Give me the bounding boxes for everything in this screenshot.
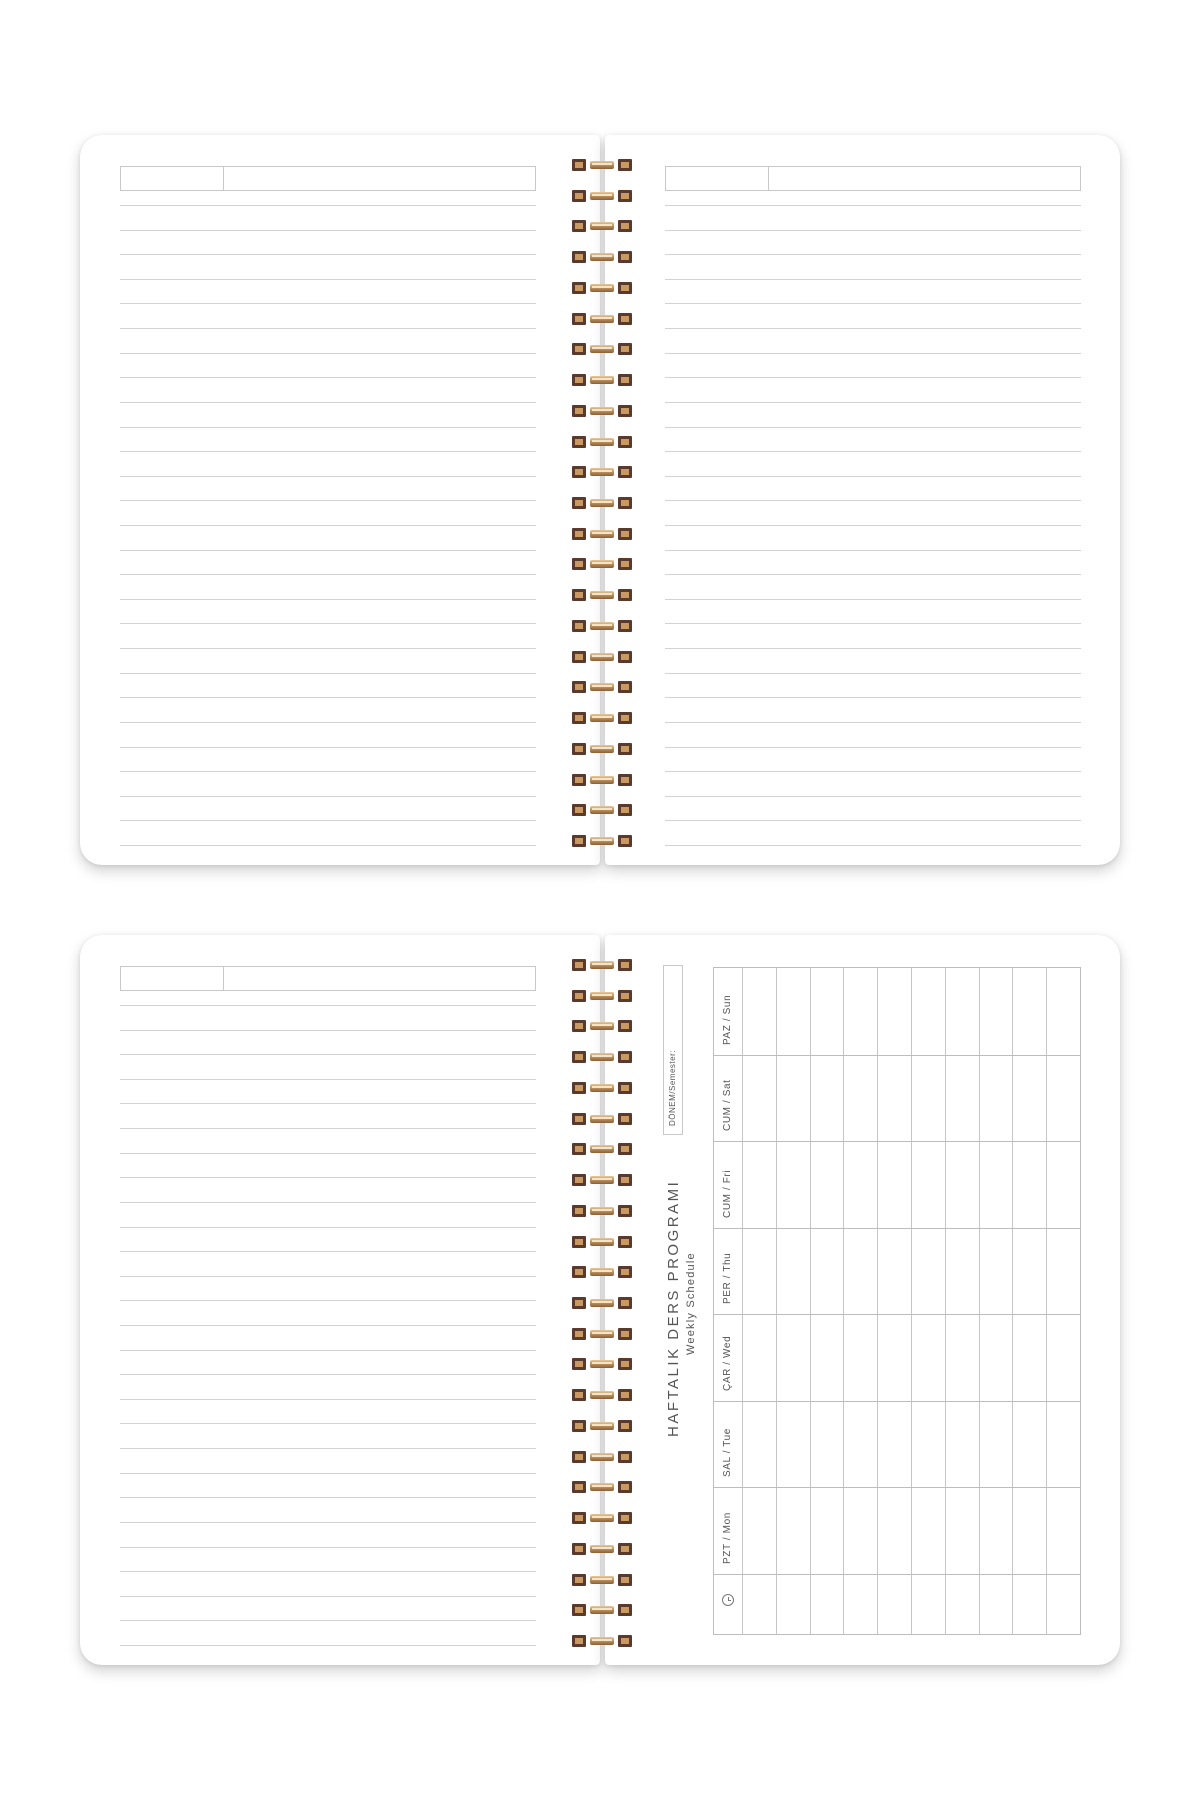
grid-column-line (979, 968, 980, 1634)
spiral-ring (572, 342, 632, 356)
ruled-line (120, 328, 536, 329)
grid-column-line (945, 968, 946, 1634)
ruled-line (120, 1473, 536, 1474)
semester-label: DÖNEM/Semester: (668, 1050, 677, 1126)
spiral-ring (572, 1019, 632, 1033)
ruled-line (120, 500, 536, 501)
ruled-line (665, 648, 1081, 649)
spiral-ring (572, 1542, 632, 1556)
spiral-ring (572, 1235, 632, 1249)
ruled-line (120, 722, 536, 723)
ruled-line (665, 279, 1081, 280)
ruled-line (665, 377, 1081, 378)
ruled-line (120, 1153, 536, 1154)
top-left-page (80, 135, 600, 865)
ruled-line (120, 623, 536, 624)
ruled-line (665, 254, 1081, 255)
spiral-binding (572, 958, 632, 1648)
grid-column-line (1012, 968, 1013, 1634)
ruled-line (665, 820, 1081, 821)
day-label: SAL / Tue (722, 1428, 733, 1477)
semester-field[interactable] (663, 965, 683, 1135)
ruled-line (665, 796, 1081, 797)
ruled-line (665, 697, 1081, 698)
spiral-ring (572, 250, 632, 264)
ruled-line (120, 820, 536, 821)
ruled-line (665, 550, 1081, 551)
day-label: CUM / Fri (722, 1169, 733, 1218)
ruled-line (665, 722, 1081, 723)
grid-column-line (877, 968, 878, 1634)
spiral-ring (572, 1050, 632, 1064)
spiral-ring (572, 1573, 632, 1587)
spiral-ring (572, 158, 632, 172)
ruled-line (665, 747, 1081, 748)
spiral-ring (572, 803, 632, 817)
ruled-line (665, 673, 1081, 674)
ruled-line (120, 1522, 536, 1523)
grid-column-line (776, 968, 777, 1634)
spiral-ring (572, 711, 632, 725)
spiral-ring (572, 1142, 632, 1156)
grid-row-line (714, 1401, 1080, 1402)
ruled-line (120, 1030, 536, 1031)
grid-row-line (714, 1314, 1080, 1315)
spiral-ring (572, 1511, 632, 1525)
ruled-lines (120, 205, 536, 845)
ruled-line (120, 1596, 536, 1597)
ruled-line (120, 525, 536, 526)
page-header-box[interactable] (120, 166, 536, 191)
spiral-ring (572, 312, 632, 326)
ruled-line (120, 1497, 536, 1498)
ruled-line (120, 648, 536, 649)
ruled-line (120, 1079, 536, 1080)
ruled-lines (120, 1005, 536, 1645)
grid-row-line (714, 1574, 1080, 1575)
page-header-box[interactable] (665, 166, 1081, 191)
page-header-box[interactable] (120, 966, 536, 991)
bottom-left-page (80, 935, 600, 1665)
ruled-line (120, 353, 536, 354)
ruled-line (665, 303, 1081, 304)
spiral-ring (572, 1265, 632, 1279)
spiral-ring (572, 219, 632, 233)
spiral-ring (572, 404, 632, 418)
grid-column-line (742, 968, 743, 1634)
schedule-grid (713, 967, 1081, 1635)
spiral-ring (572, 527, 632, 541)
ruled-line (120, 771, 536, 772)
ruled-line (120, 550, 536, 551)
spiral-ring (572, 989, 632, 1003)
ruled-line (665, 476, 1081, 477)
ruled-line (665, 451, 1081, 452)
ruled-line (120, 697, 536, 698)
ruled-line (120, 1571, 536, 1572)
spiral-ring (572, 773, 632, 787)
schedule-title: HAFTALIK DERS PROGRAMI (665, 1179, 682, 1437)
ruled-lines (665, 205, 1081, 845)
ruled-line (120, 230, 536, 231)
ruled-line (120, 1005, 536, 1006)
spiral-ring (572, 958, 632, 972)
ruled-line (120, 1325, 536, 1326)
day-label: CUM / Sat (722, 1079, 733, 1131)
ruled-line (120, 673, 536, 674)
grid-column-line (911, 968, 912, 1634)
schedule-subtitle: Weekly Schedule (685, 1252, 697, 1355)
ruled-line (120, 1547, 536, 1548)
ruled-line (120, 1227, 536, 1228)
spiral-ring (572, 1634, 632, 1648)
spiral-ring (572, 1357, 632, 1371)
spiral-ring (572, 435, 632, 449)
ruled-line (665, 500, 1081, 501)
day-label: PER / Thu (722, 1252, 733, 1304)
spiral-ring (572, 465, 632, 479)
ruled-line (665, 205, 1081, 206)
ruled-line (120, 1054, 536, 1055)
spiral-ring (572, 619, 632, 633)
ruled-line (120, 279, 536, 280)
ruled-line (120, 574, 536, 575)
header-divider (223, 967, 224, 990)
ruled-line (120, 1620, 536, 1621)
ruled-line (120, 476, 536, 477)
ruled-line (120, 451, 536, 452)
ruled-line (665, 599, 1081, 600)
ruled-line (120, 599, 536, 600)
grid-row-line (714, 1487, 1080, 1488)
ruled-line (120, 377, 536, 378)
spiral-ring (572, 557, 632, 571)
ruled-line (120, 1128, 536, 1129)
spiral-ring (572, 680, 632, 694)
header-divider (223, 167, 224, 190)
ruled-line (665, 845, 1081, 846)
clock-icon (722, 1594, 734, 1606)
spiral-ring (572, 1296, 632, 1310)
grid-column-line (810, 968, 811, 1634)
ruled-line (120, 1103, 536, 1104)
spiral-ring (572, 1450, 632, 1464)
ruled-line (665, 328, 1081, 329)
ruled-line (120, 1423, 536, 1424)
day-label: ÇAR / Wed (722, 1335, 733, 1391)
day-label: PAZ / Sun (722, 994, 733, 1045)
grid-row-line (714, 1141, 1080, 1142)
ruled-line (665, 230, 1081, 231)
spiral-ring (572, 1480, 632, 1494)
ruled-line (120, 402, 536, 403)
ruled-line (120, 747, 536, 748)
spiral-ring (572, 742, 632, 756)
spiral-ring (572, 588, 632, 602)
spiral-ring (572, 1388, 632, 1402)
ruled-line (665, 623, 1081, 624)
spiral-ring (572, 1081, 632, 1095)
weekly-schedule-page (605, 935, 1120, 1665)
ruled-line (665, 574, 1081, 575)
ruled-line (665, 771, 1081, 772)
ruled-line (120, 1276, 536, 1277)
ruled-line (120, 1350, 536, 1351)
ruled-line (120, 254, 536, 255)
grid-row-line (714, 1055, 1080, 1056)
grid-column-line (843, 968, 844, 1634)
spiral-ring (572, 496, 632, 510)
spiral-ring (572, 650, 632, 664)
ruled-line (120, 1448, 536, 1449)
spiral-ring (572, 373, 632, 387)
ruled-line (120, 1202, 536, 1203)
spiral-ring (572, 281, 632, 295)
ruled-line (120, 1177, 536, 1178)
spiral-ring (572, 1603, 632, 1617)
spiral-ring (572, 1204, 632, 1218)
ruled-line (120, 205, 536, 206)
spiral-ring (572, 1419, 632, 1433)
spiral-ring (572, 1173, 632, 1187)
ruled-line (665, 353, 1081, 354)
ruled-line (120, 1645, 536, 1646)
ruled-line (665, 402, 1081, 403)
ruled-line (120, 1300, 536, 1301)
header-divider (768, 167, 769, 190)
top-right-page (605, 135, 1120, 865)
ruled-line (120, 1374, 536, 1375)
grid-row-line (714, 1228, 1080, 1229)
ruled-line (120, 845, 536, 846)
ruled-line (120, 1399, 536, 1400)
grid-column-line (1046, 968, 1047, 1634)
spiral-ring (572, 1112, 632, 1126)
ruled-line (665, 525, 1081, 526)
ruled-line (120, 796, 536, 797)
spiral-ring (572, 834, 632, 848)
spiral-ring (572, 189, 632, 203)
spiral-binding (572, 158, 632, 848)
ruled-line (120, 303, 536, 304)
day-label: PZT / Mon (722, 1512, 733, 1564)
ruled-line (120, 427, 536, 428)
spiral-ring (572, 1327, 632, 1341)
ruled-line (120, 1251, 536, 1252)
ruled-line (665, 427, 1081, 428)
